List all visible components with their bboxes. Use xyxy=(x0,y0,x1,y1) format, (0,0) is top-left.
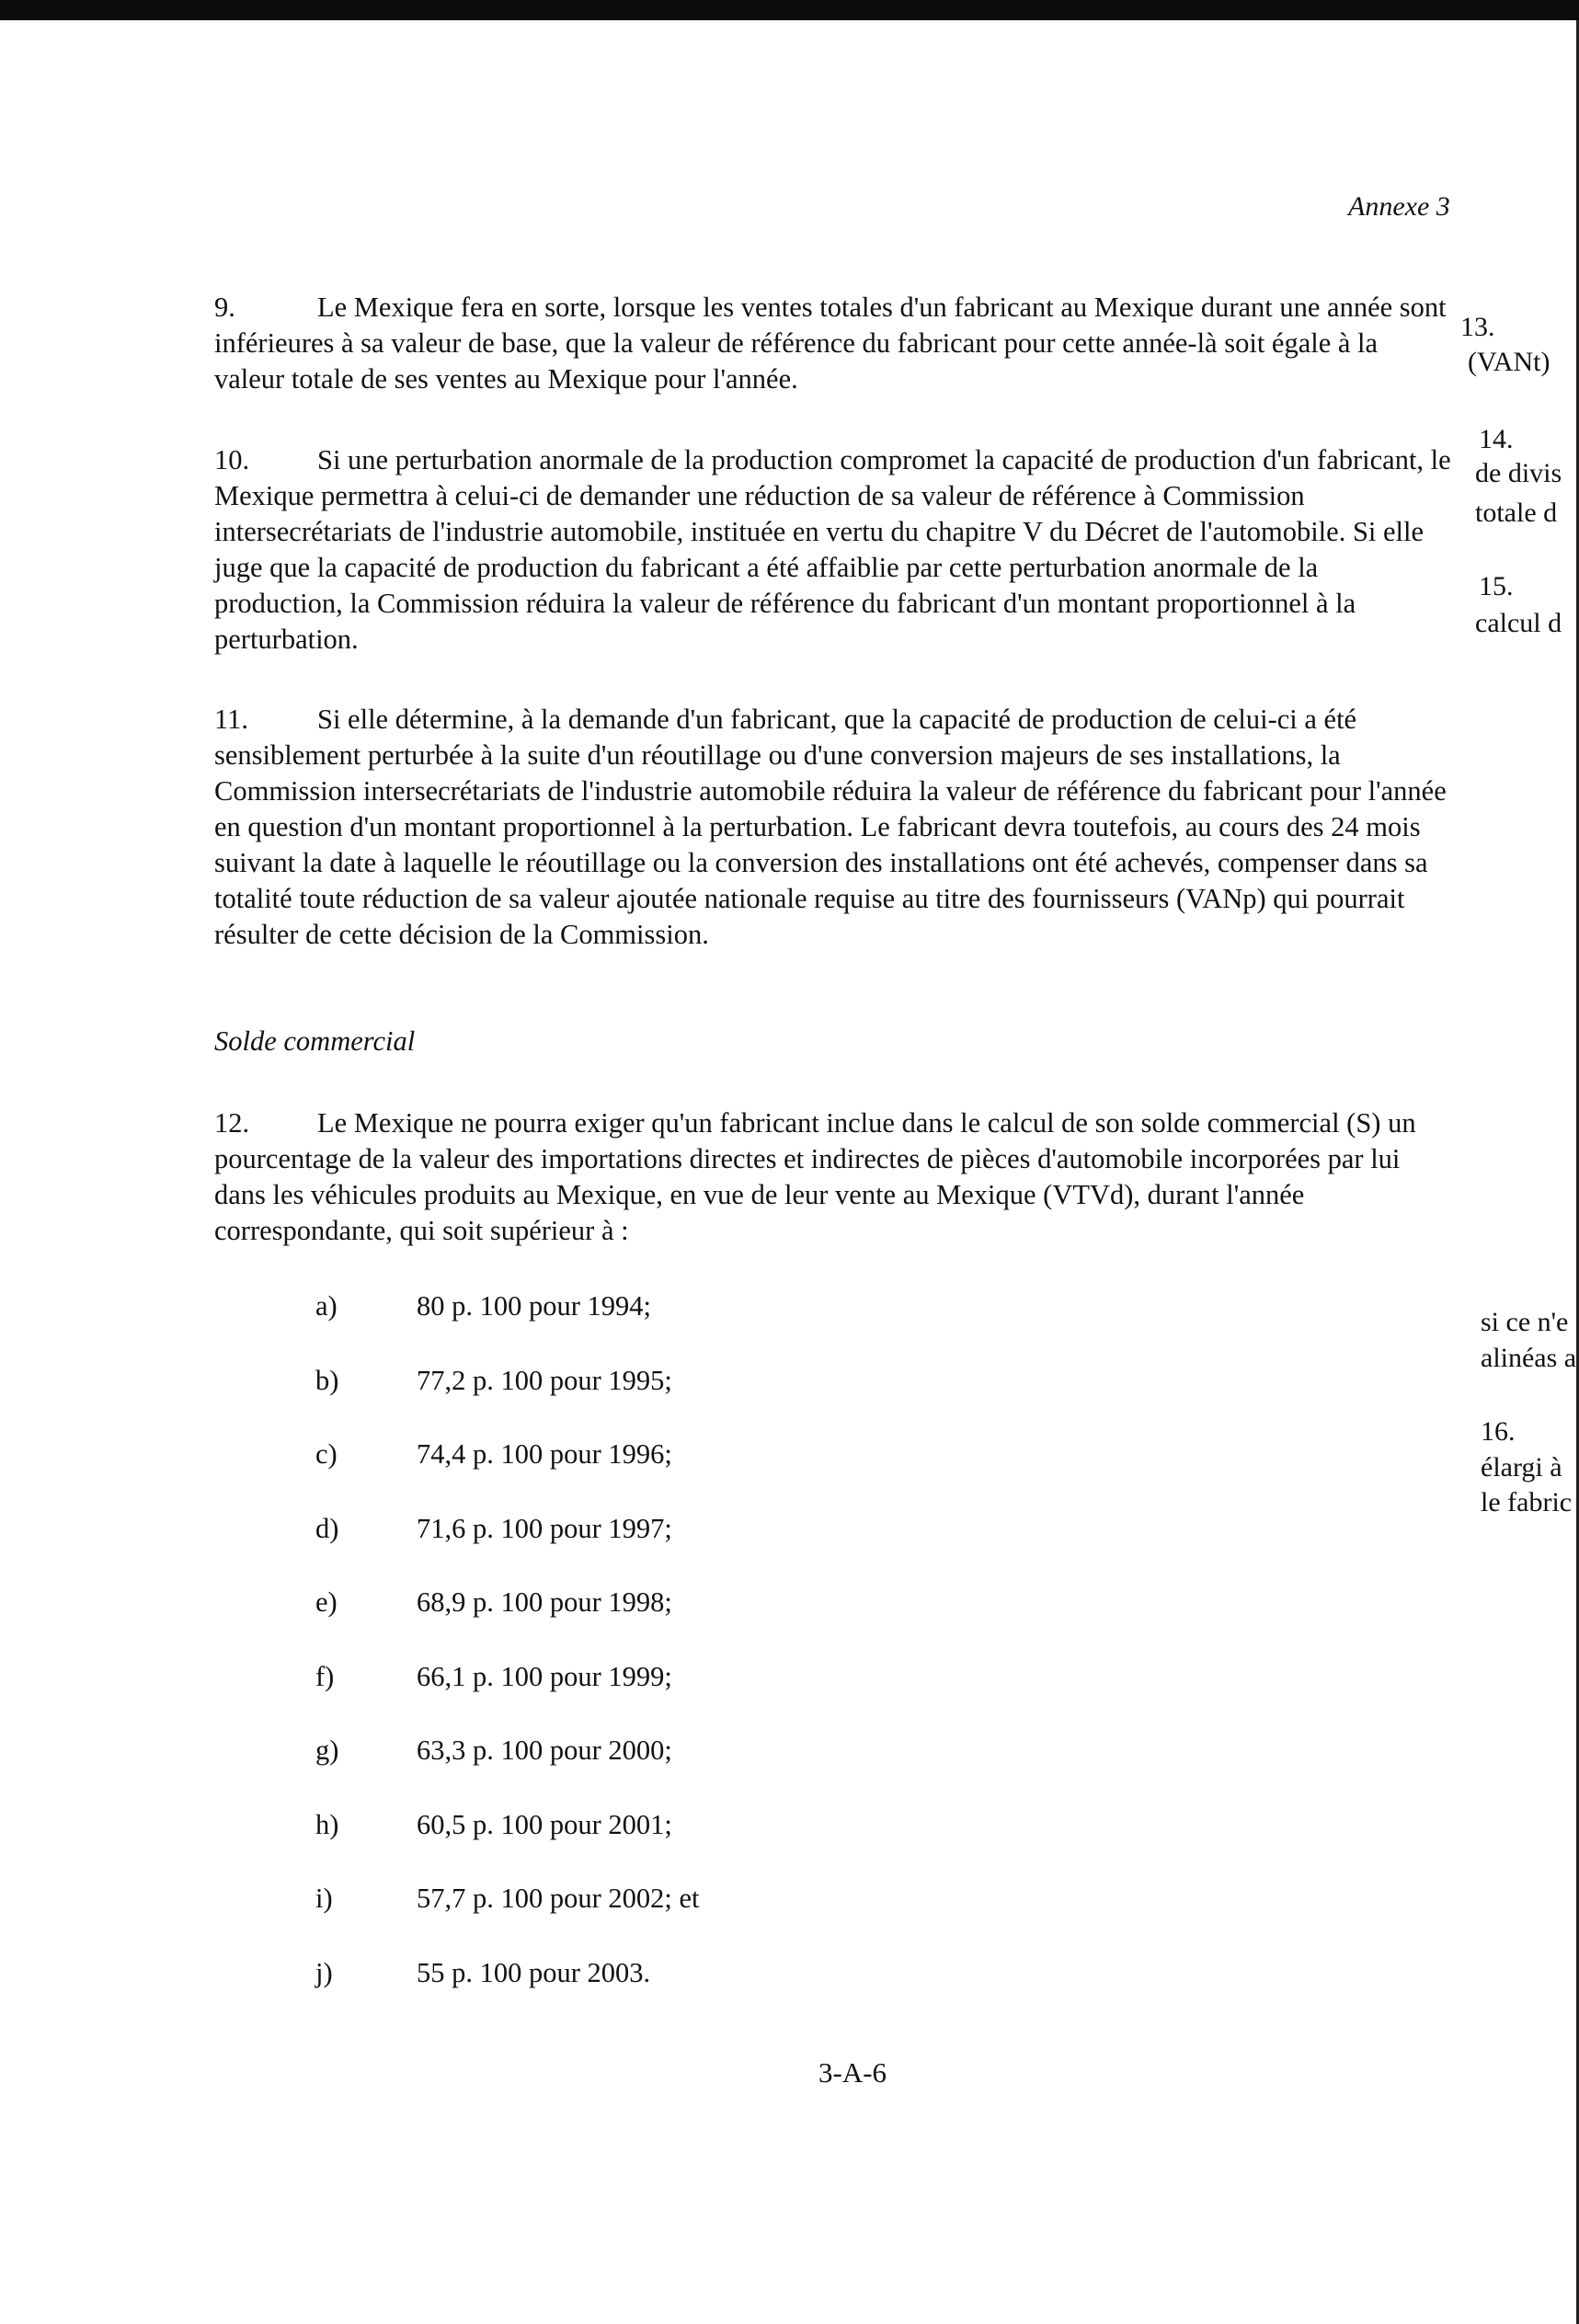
list-item xyxy=(315,1363,700,1437)
paragraph-text: Si elle détermine, à la demande d'un fabricant, que la capacité de production de celui-ci a été sensiblement perturbée à la suite d'un réoutillage ou d'une conversion majeurs de ses installations, la Commission intersecrétariats de l'industrie automobile réduira la valeur de référence du fabricant pour l'année en question d'un montant proportionnel à la perturbation. Le fabricant devra toutefois, au cours des 24 mois suivant la date à laquelle le réoutillage ou la conversion des installations ont été achevés, compenser dans sa totalité toute réduction de sa valeur ajoutée nationale requise au titre des fournisseurs (VANp) qui pourrait résulter de cette décision de la Commission. xyxy=(214,704,1447,950)
list-text: 57,7 p. 100 pour 2002; et xyxy=(417,1883,700,1914)
page-number: 3-A-6 xyxy=(818,2056,887,2089)
list-label: d) xyxy=(315,1512,339,1544)
paragraph-11 xyxy=(214,702,1451,953)
list-label: c) xyxy=(315,1438,338,1470)
scan-top-border xyxy=(0,0,1579,20)
list-label: e) xyxy=(315,1586,338,1618)
list-text: 80 p. 100 pour 1994; xyxy=(417,1290,652,1322)
list-item xyxy=(315,1659,700,1734)
paragraph-number: 11. xyxy=(214,704,248,735)
margin-fragment: calcul d xyxy=(1475,608,1562,638)
margin-fragment: élargi à xyxy=(1481,1452,1562,1483)
paragraph-text: Si une perturbation anormale de la production compromet la capacité de production d'un fabricant, le Mexique permettra à celui-ci de demander une réduction de sa valeur de référence à Commission intersecrétariats de l'industrie automobile, instituée en vertu du chapitre V du Décret de l'automobile. Si elle juge que la capacité de production du fabricant a été affaiblie par cette perturbation anormale de la production, la Commission réduira la valeur de référence du fabricant d'un montant proportionnel à la perturbation. xyxy=(214,444,1451,655)
list-item xyxy=(315,1733,700,1807)
margin-fragment: alinéas a xyxy=(1481,1343,1577,1373)
margin-fragment: de divis xyxy=(1475,458,1562,488)
list-item xyxy=(315,1585,700,1659)
annex-header: Annexe 3 xyxy=(1348,191,1450,222)
list-text: 71,6 p. 100 pour 1997; xyxy=(417,1512,672,1544)
list-item xyxy=(315,1288,700,1363)
percentage-list xyxy=(315,1288,700,2029)
margin-fragment: 14. xyxy=(1479,424,1514,454)
paragraph-9 xyxy=(214,290,1451,397)
list-item xyxy=(315,1511,700,1586)
margin-fragment: 16. xyxy=(1481,1416,1516,1447)
margin-fragment: 13. xyxy=(1460,312,1495,342)
paragraph-12 xyxy=(214,1105,1451,1249)
margin-fragment: si ce n'e xyxy=(1481,1307,1569,1337)
list-text: 63,3 p. 100 pour 2000; xyxy=(417,1734,672,1766)
list-text: 74,4 p. 100 pour 1996; xyxy=(417,1438,672,1470)
list-text: 68,9 p. 100 pour 1998; xyxy=(417,1586,672,1618)
paragraph-number: 12. xyxy=(214,1107,250,1139)
list-label: g) xyxy=(315,1734,339,1766)
list-label: j) xyxy=(315,1956,333,1988)
list-label: a) xyxy=(315,1290,338,1322)
paragraph-text: Le Mexique fera en sorte, lorsque les ventes totales d'un fabricant au Mexique durant une année sont inférieures à sa valeur de base, que la valeur de référence du fabricant pour cette année-là soit égale à la valeur totale de ses ventes au Mexique pour l'année. xyxy=(214,292,1447,395)
paragraph-text: Le Mexique ne pourra exiger qu'un fabricant inclue dans le calcul de son solde commercial (S) un pourcentage de la valeur des importations directes et indirectes de pièces d'automobile incorporées par lui dans les véhicules produits au Mexique, en vue de leur vente au Mexique (VTVd), durant l'année correspondante, qui soit supérieur à : xyxy=(214,1107,1416,1246)
margin-fragment: totale d xyxy=(1475,498,1558,528)
list-item xyxy=(315,1807,700,1882)
list-label: i) xyxy=(315,1883,333,1914)
list-item xyxy=(315,1437,700,1511)
margin-fragment: (VANt) xyxy=(1468,347,1550,377)
paragraph-number: 9. xyxy=(214,292,235,323)
margin-fragment: 15. xyxy=(1479,571,1514,601)
section-title: Solde commercial xyxy=(214,1025,416,1057)
list-text: 66,1 p. 100 pour 1999; xyxy=(417,1660,672,1692)
paragraph-10 xyxy=(214,442,1451,658)
list-label: h) xyxy=(315,1808,339,1840)
list-item xyxy=(315,1881,700,1955)
paragraph-number: 10. xyxy=(214,444,250,475)
list-text: 55 p. 100 pour 2003. xyxy=(417,1956,651,1988)
list-text: 77,2 p. 100 pour 1995; xyxy=(417,1364,672,1396)
list-text: 60,5 p. 100 pour 2001; xyxy=(417,1808,672,1840)
margin-fragment: le fabric xyxy=(1481,1487,1573,1517)
list-item xyxy=(315,1955,700,2030)
list-label: b) xyxy=(315,1364,339,1396)
list-label: f) xyxy=(315,1660,335,1692)
